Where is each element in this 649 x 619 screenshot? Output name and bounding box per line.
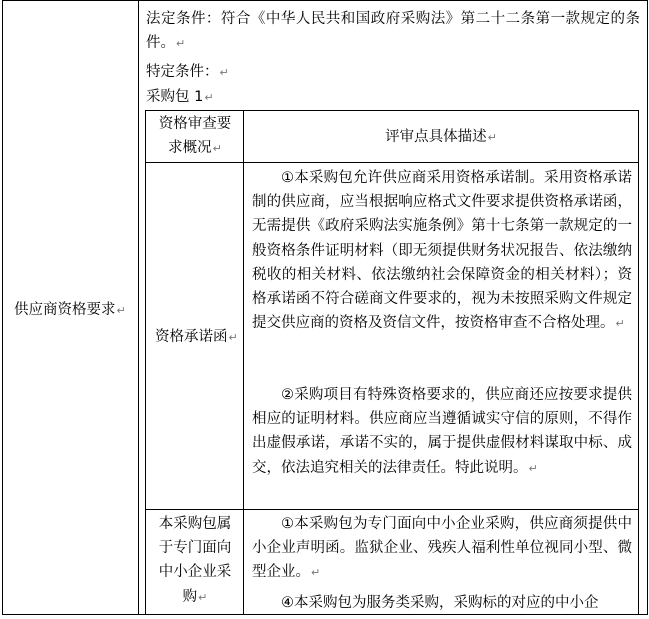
row2-paragraph-2 <box>252 591 632 615</box>
legal-conditions-text: 法定条件：符合《中华人民共和国政府采购法》第二十二条第一款规定的条件。 <box>146 11 640 52</box>
row2-label-text: 本采购包属于专门面向中小企业采购 <box>158 516 232 605</box>
row2-label: 本采购包属于专门面向中小企业采购↵ <box>158 516 232 605</box>
package-label: 采购包 1↵ <box>146 89 214 105</box>
requirement-label-text: 供应商资格要求 <box>14 302 116 318</box>
inner-border-left <box>145 110 146 615</box>
outer-divider <box>138 0 139 615</box>
outer-border-left <box>2 0 3 615</box>
header-col1-text: 资格审查要求概况 <box>158 116 232 157</box>
outer-border-top <box>2 0 648 1</box>
row1-paragraph-1: ①本采购包允许供应商采用资格承诺制。采用资格承诺制的供应商，应当根据响应格式文件要求提供资格承诺函，无需提供《政府采购法实施条例》第十七条第一款规定的一般资格条件证明材料（即无须提供财务状况报告、依法缴纳税收的相关材料、依法缴纳社会保障资金的相关材料）；资格承诺函不符合磋商文件要求的，视为未按照采购文件规定提交供应商的资格及资信文件，按资格审查不合格处理。↵ <box>252 170 632 332</box>
row1-paragraph-1-text: ①本采购包允许供应商采用资格承诺制。采用资格承诺制的供应商，应当根据响应格式文件要求提供资格承诺函，无需提供《政府采购法实施条例》第十七条第一款规定的一般资格条件证明材料（即无须提供财务状况报告、依法缴纳税收的相关材料、依法缴纳社会保障资金的相关材料）；资格承诺函不符合磋商文件要求的，视为未按照采购文件规定提交供应商的资格及资信文件，按资格审查不合格处理。 <box>252 170 632 332</box>
requirement-label: 供应商资格要求↵ <box>14 302 126 318</box>
header-col1: 资格审查要求概况↵ <box>158 116 232 157</box>
row2-paragraph-2-text: ④本采购包为服务类采购，采购标的对应的中小企 <box>281 595 599 611</box>
outer-border-right <box>647 0 648 615</box>
specific-conditions-text: 特定条件： <box>146 64 219 80</box>
row1-label-text: 资格承诺函 <box>155 329 228 345</box>
header-col2: 评审点具体描述↵ <box>385 129 497 145</box>
legal-conditions: 法定条件：符合《中华人民共和国政府采购法》第二十二条第一款规定的条件。↵ <box>146 11 640 52</box>
row1-paragraph-2: ②采购项目有特殊资格要求的，供应商还应按要求提供相应的证明材料。供应商应当遵循诚实守信的原则，不得作出虚假承诺，承诺不实的，属于提供虚假材料谋取中标、成交，依法追究相关的法律责任。特此说明。↵ <box>252 387 632 476</box>
inner-border-top <box>145 110 639 111</box>
inner-row1-bottom <box>145 509 639 510</box>
row1-label: 资格承诺函↵ <box>155 329 238 345</box>
specific-conditions: 特定条件：↵ <box>146 64 229 80</box>
row1-paragraph-2-text: ②采购项目有特殊资格要求的，供应商还应按要求提供相应的证明材料。供应商应当遵循诚实守信的原则，不得作出虚假承诺，承诺不实的，属于提供虚假材料谋取中标、成交，依法追究相关的法律责任。特此说明。 <box>252 387 632 476</box>
inner-header-bottom <box>145 162 639 163</box>
inner-col-divider <box>243 110 244 615</box>
row2-paragraph-1-text: ①本采购包为专门面向中小企业采购，供应商须提供中小企业声明函。监狱企业、残疾人福利性单位视同小型、微型企业。 <box>252 516 632 581</box>
inner-border-right <box>638 110 639 615</box>
package-label-text: 采购包 1 <box>146 89 204 105</box>
header-col2-text: 评审点具体描述 <box>385 129 487 145</box>
row2-paragraph-1: ①本采购包为专门面向中小企业采购，供应商须提供中小企业声明函。监狱企业、残疾人福利性单位视同小型、微型企业。↵ <box>252 516 632 581</box>
